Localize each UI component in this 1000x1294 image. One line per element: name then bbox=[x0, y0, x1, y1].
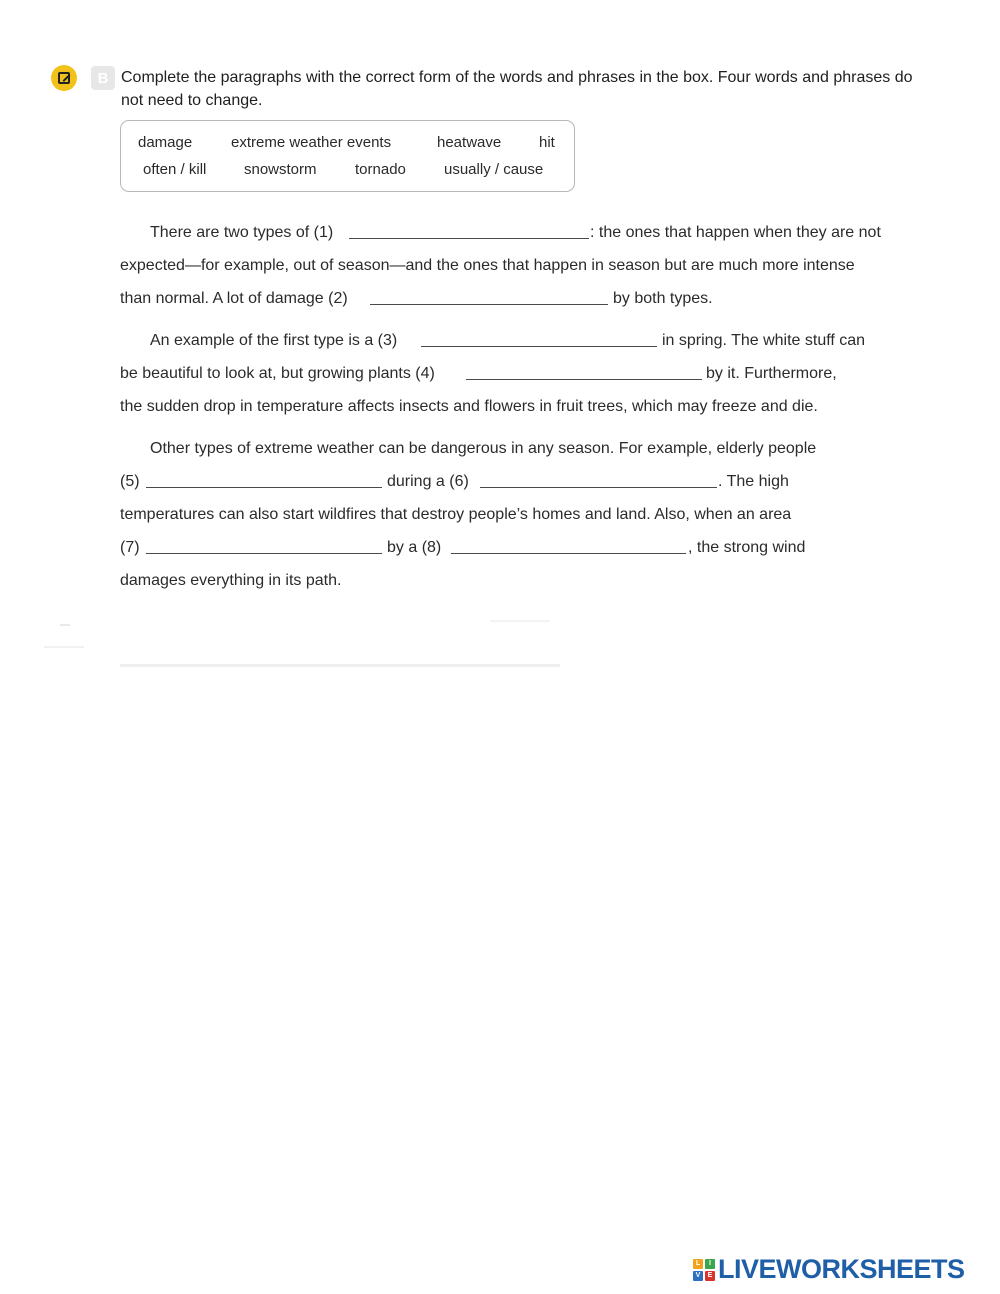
word-box-item: damage bbox=[138, 134, 193, 151]
word-box-item: snowstorm bbox=[244, 161, 317, 178]
logo-grid-icon: L I V E bbox=[693, 1259, 715, 1281]
answer-blank-4[interactable] bbox=[466, 379, 702, 380]
paragraph-text: temperatures can also start wildfires that destroy people’s homes and land. Also, when an area bbox=[120, 506, 792, 523]
paragraph-text: be beautiful to look at, but growing plants (4) bbox=[120, 365, 435, 382]
paragraph-text: Other types of extreme weather can be dangerous in any season. For example, elderly people bbox=[150, 440, 817, 457]
word-box-item: heatwave bbox=[437, 134, 502, 151]
answer-blank-1[interactable] bbox=[349, 238, 589, 239]
paragraph-text: during a (6) bbox=[387, 473, 469, 490]
exercise-letter-badge: B bbox=[91, 66, 115, 90]
faint-mark bbox=[490, 620, 550, 622]
paragraph-text: (5) bbox=[120, 473, 140, 490]
paragraph-text: by it. Furthermore, bbox=[706, 365, 837, 382]
paragraph-text: by both types. bbox=[613, 290, 713, 307]
paragraph-text: than normal. A lot of damage (2) bbox=[120, 290, 348, 307]
paragraph-text: An example of the first type is a (3) bbox=[150, 332, 398, 349]
paragraph-text: , the strong wind bbox=[688, 539, 806, 556]
answer-blank-6[interactable] bbox=[480, 487, 717, 488]
paragraph-text: (7) bbox=[120, 539, 140, 556]
paragraph-text: the sudden drop in temperature affects insects and flowers in fruit trees, which may freeze and die. bbox=[120, 398, 818, 415]
word-box-item: tornado bbox=[355, 161, 406, 178]
edit-icon bbox=[51, 65, 77, 91]
faint-mark bbox=[44, 646, 84, 648]
faint-mark bbox=[60, 624, 70, 626]
paragraph-text: expected—for example, out of season—and the ones that happen in season but are much more intense bbox=[120, 257, 855, 274]
paragraph-text: . The high bbox=[718, 473, 789, 490]
paragraph-text: damages everything in its path. bbox=[120, 572, 342, 589]
word-box bbox=[120, 120, 575, 192]
word-box-item: hit bbox=[539, 134, 555, 151]
answer-blank-5[interactable] bbox=[146, 487, 382, 488]
logo-text: LIVEWORKSHEETS bbox=[718, 1254, 965, 1284]
word-box-item: usually / cause bbox=[444, 161, 544, 178]
paragraph-text: in spring. The white stuff can bbox=[662, 332, 866, 349]
answer-blank-7[interactable] bbox=[146, 553, 382, 554]
answer-blank-2[interactable] bbox=[370, 304, 608, 305]
word-box-item: often / kill bbox=[143, 161, 207, 178]
paragraph-text: There are two types of (1) bbox=[150, 224, 334, 241]
paragraph-text: by a (8) bbox=[387, 539, 442, 556]
instructions-text: Complete the paragraphs with the correct form of the words and phrases in the box. Four words and phrases do not need to change. bbox=[121, 69, 913, 109]
word-box-item: extreme weather events bbox=[231, 134, 392, 151]
answer-blank-3[interactable] bbox=[421, 346, 657, 347]
liveworksheets-logo[interactable] bbox=[693, 1254, 965, 1285]
paragraph-text: : the ones that happen when they are not bbox=[590, 224, 881, 241]
faint-cropped-line bbox=[120, 664, 560, 667]
answer-blank-8[interactable] bbox=[451, 553, 686, 554]
